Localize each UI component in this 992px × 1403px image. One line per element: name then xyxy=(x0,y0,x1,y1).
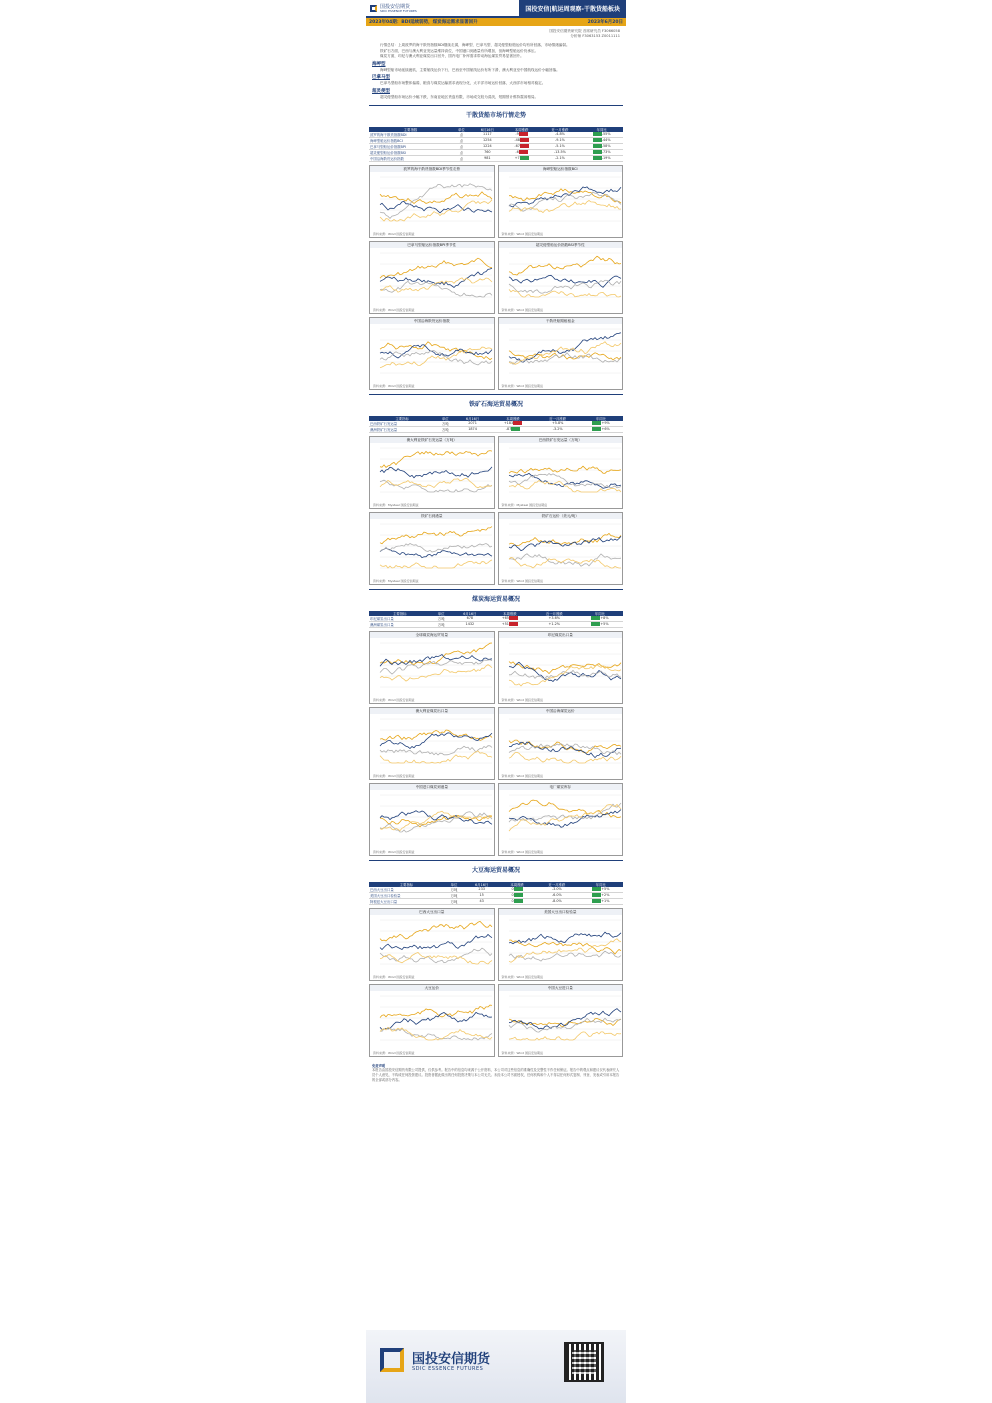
chart-plot xyxy=(372,249,494,303)
monthly-change: -9.1% xyxy=(539,137,580,143)
chart-plot xyxy=(372,520,494,574)
change-bar xyxy=(519,132,528,136)
chart-grid xyxy=(369,631,623,856)
monthly-change: -6.0% xyxy=(535,892,579,898)
series-line xyxy=(380,730,492,740)
indicator-value: 233 xyxy=(464,887,499,893)
yoy-value: +9% xyxy=(601,421,610,426)
indicator-value: 1117 xyxy=(471,132,504,138)
chart-title: 全球煤炭海运贸易量 xyxy=(370,632,494,638)
chart-plot xyxy=(501,715,623,769)
series-line xyxy=(509,557,621,568)
author-line-2: 分析师 F3063153 Z0011111 xyxy=(570,34,620,38)
indicator-name: 巴西大豆出口量 xyxy=(369,887,444,893)
chart-plot xyxy=(501,639,623,693)
series-line xyxy=(509,809,621,827)
series-line xyxy=(380,344,492,357)
chart-panel xyxy=(498,984,624,1057)
indicator-name: 阿根廷大豆出口量 xyxy=(369,898,444,904)
yoy-bar xyxy=(593,150,602,154)
chart-plot xyxy=(501,916,623,970)
change-bar xyxy=(511,427,520,431)
indicator-value: 1254 xyxy=(471,137,504,143)
report-title: 国投安信|航运周观察-干散货船板块 xyxy=(519,0,626,17)
yoy-bar xyxy=(593,144,602,148)
indicator-name: 中国沿海散货运价指数 xyxy=(369,155,452,161)
chart-panel xyxy=(369,165,495,238)
table-row xyxy=(369,155,623,161)
series-line xyxy=(380,559,492,567)
chart-source: 资料来源：Wind 国投安信期货 xyxy=(373,849,415,854)
chart-source: 资料来源：Wind 国投安信期货 xyxy=(501,849,543,854)
chart-title: 电厂煤炭库存 xyxy=(499,784,623,790)
block xyxy=(366,589,626,856)
chart-grid xyxy=(369,908,623,1057)
indicator-value: 678 xyxy=(452,616,489,622)
block-title: 干散货船市场行情走势 xyxy=(462,112,530,119)
qr-code-icon[interactable] xyxy=(564,1342,604,1382)
series-line xyxy=(380,466,492,477)
chart-panel xyxy=(369,984,495,1057)
series-line xyxy=(380,478,492,488)
report-date: 2023年6月20日 xyxy=(587,20,623,25)
subtitle-bar xyxy=(366,18,626,26)
disclaimer-title: 免责声明 xyxy=(372,1063,386,1068)
chart-panel xyxy=(369,783,495,856)
chart-source: 资料来源：Wind 国投安信期货 xyxy=(501,697,543,702)
yoy-bar xyxy=(591,622,600,626)
column-header: 单位 xyxy=(435,416,455,421)
chart-plot xyxy=(501,173,623,227)
series-line xyxy=(509,332,621,362)
chart-panel xyxy=(498,165,624,238)
monthly-change: -5.1% xyxy=(539,143,580,149)
series-line xyxy=(380,199,492,220)
column-header: 年同比 xyxy=(580,127,623,132)
report-page xyxy=(366,0,626,1403)
report-header xyxy=(366,0,626,18)
series-line xyxy=(509,752,621,763)
weekly-change-cell xyxy=(499,898,535,904)
chart-source: 资料来源：Wind 国投安信期货 xyxy=(501,974,543,979)
series-line xyxy=(380,201,492,212)
chart-plot xyxy=(372,791,494,845)
yoy-value: +5% xyxy=(601,887,610,892)
column-header: 本周涨跌 xyxy=(504,127,540,132)
weekly-change: +51 xyxy=(501,622,509,627)
indicator-value: 43 xyxy=(464,898,499,904)
chart-plot xyxy=(372,173,494,227)
change-bar xyxy=(520,156,529,160)
series-line xyxy=(380,745,492,754)
column-header: 主要指标 xyxy=(369,882,444,887)
series-line xyxy=(380,281,492,297)
yoy-bar xyxy=(591,616,600,620)
authors xyxy=(366,26,626,39)
table-row xyxy=(369,621,623,627)
chart-panel xyxy=(369,241,495,314)
block-title-divider xyxy=(369,105,623,125)
indicator-unit: 万吨 xyxy=(444,892,464,898)
weekly-change: -67 xyxy=(514,144,520,149)
yoy-value: -55% xyxy=(601,132,611,137)
chart-plot xyxy=(501,520,623,574)
chart-source: 资料来源：Wind 国投安信期货 xyxy=(373,307,415,312)
chart-source: 资料来源：Wind 国投安信期货 xyxy=(501,1050,543,1055)
column-header: 单位 xyxy=(431,611,452,616)
indicator-value: 1874 xyxy=(455,426,490,432)
chart-panel xyxy=(498,241,624,314)
indicator-name: 海岬型船运价指数BCI xyxy=(369,137,452,143)
chart-panel xyxy=(498,512,624,585)
series-line xyxy=(380,543,492,552)
chart-title: 中国大豆进口量 xyxy=(499,985,623,991)
chart-plot xyxy=(372,992,494,1046)
chart-title: 巴西大豆出口量 xyxy=(370,909,494,915)
chart-plot xyxy=(372,639,494,693)
yoy-value: +8% xyxy=(600,616,609,621)
indicator-table xyxy=(369,127,623,162)
weekly-change: +183 xyxy=(503,421,514,426)
column-header: 年同比 xyxy=(577,611,623,616)
column-header: 主要指数 xyxy=(369,127,452,132)
block xyxy=(366,860,626,1057)
indicator-unit: 万吨 xyxy=(435,421,455,427)
chart-plot xyxy=(501,992,623,1046)
block-title-divider xyxy=(369,394,623,414)
weekly-change: -6 xyxy=(515,150,519,155)
column-header: 本周涨跌 xyxy=(490,416,536,421)
series-line xyxy=(380,191,492,203)
series-line xyxy=(509,536,621,550)
chart-title: 中国沿海煤炭运价 xyxy=(499,708,623,714)
indicator-unit: 点 xyxy=(452,132,471,138)
chart-panel xyxy=(369,631,495,704)
column-header: 6月16日 xyxy=(452,611,489,616)
indicator-unit: 点 xyxy=(452,137,471,143)
indicator-name: 超灵便型船运价指数BSI xyxy=(369,149,452,155)
indicator-value: 15 xyxy=(464,892,499,898)
logo-en: SDIC ESSENCE FUTURES xyxy=(380,8,417,13)
series-line xyxy=(380,664,492,681)
weekly-change: 0 xyxy=(511,893,514,898)
yoy-value: +2% xyxy=(601,893,610,898)
yoy-value: +5% xyxy=(600,622,609,627)
chart-title: 海岬型船运价指数BCI xyxy=(499,166,623,172)
weekly-change: +7 xyxy=(514,156,520,161)
column-header: 6月16日 xyxy=(455,416,490,421)
change-bar xyxy=(519,150,528,154)
column-header: 近一月涨跌 xyxy=(535,882,579,887)
chart-panel xyxy=(498,317,624,390)
weekly-change: 0 xyxy=(511,899,514,904)
chart-source: 资料来源：Wind 国投安信期货 xyxy=(501,773,543,778)
column-header: 6月16日 xyxy=(471,127,504,132)
column-header: 单位 xyxy=(452,127,471,132)
chart-plot xyxy=(372,325,494,379)
column-header: 主要指标 xyxy=(369,416,435,421)
change-bar xyxy=(520,138,529,142)
indicator-unit: 万吨 xyxy=(431,616,452,622)
change-bar xyxy=(520,144,529,148)
weekly-change: -9 xyxy=(515,132,519,137)
chart-title: 干散货船期租租金 xyxy=(499,318,623,324)
yoy-cell xyxy=(580,155,623,161)
indicator-name: 澳洲铁矿石发运量 xyxy=(369,426,435,432)
weekly-change: -48 xyxy=(514,138,520,143)
column-header: 单位 xyxy=(444,882,464,887)
series-line xyxy=(509,533,621,545)
footer-en: SDIC ESSENCE FUTURES xyxy=(412,1366,484,1372)
chart-source: 资料来源：Wind 国投安信期货 xyxy=(373,697,415,702)
indicator-unit: 点 xyxy=(452,143,471,149)
column-header: 近一月涨跌 xyxy=(536,416,579,421)
section-title-panamax: 巴拿马型 xyxy=(372,75,390,81)
section-title-supramax: 超灵便型 xyxy=(372,88,390,94)
series-line xyxy=(509,951,621,961)
chart-title: 美国大豆出口检验量 xyxy=(499,909,623,915)
monthly-change: +1.2% xyxy=(532,621,577,627)
chart-panel xyxy=(369,908,495,981)
block-title: 大豆海运贸易概况 xyxy=(468,867,524,874)
monthly-change: -3.2% xyxy=(536,426,579,432)
chart-title: 铁矿石到港量 xyxy=(370,513,494,519)
series-line xyxy=(380,952,492,964)
monthly-change: +3.6% xyxy=(532,616,577,622)
indicator-value: 760 xyxy=(471,149,504,155)
change-bar xyxy=(511,893,523,898)
chart-panel xyxy=(369,436,495,509)
indicator-name: 巴西铁矿石发运量 xyxy=(369,421,435,427)
weekly-change: +65 xyxy=(501,616,509,621)
series-line xyxy=(380,547,492,557)
weekly-change-cell xyxy=(488,621,531,627)
yoy-bar xyxy=(593,156,602,160)
indicator-value: 1224 xyxy=(471,143,504,149)
chart-title: 澳大利亚铁矿石发运量（万吨） xyxy=(370,437,494,443)
weekly-change-cell xyxy=(490,426,536,432)
indicator-unit: 点 xyxy=(452,155,471,161)
chart-panel xyxy=(498,783,624,856)
chart-plot xyxy=(372,444,494,498)
chart-source: 资料来源：Wind 国投安信期货 xyxy=(501,383,543,388)
chart-source: 资料来源：Wind 国投安信期货 xyxy=(373,1050,415,1055)
chart-title: 印尼煤炭出口量 xyxy=(499,632,623,638)
series-line xyxy=(509,466,621,473)
weekly-change: -87 xyxy=(505,427,512,432)
chart-panel xyxy=(369,317,495,390)
chart-panel xyxy=(369,512,495,585)
yoy-value: -58% xyxy=(601,144,611,149)
block xyxy=(366,105,626,390)
summary-para-3: 煤炭方面，印尼与澳大利亚煤炭出口回升，国内电厂补库需求带动海运煤炭贸易显著回升。 xyxy=(380,54,524,59)
indicator-name: 澳洲煤炭出口量 xyxy=(369,621,431,627)
table-row xyxy=(369,898,623,904)
chart-plot xyxy=(501,444,623,498)
chart-title: 铁矿石运价（美元/吨） xyxy=(499,513,623,519)
series-line xyxy=(380,659,492,673)
chart-title: 中国沿海散货运价指数 xyxy=(370,318,494,324)
monthly-change: -13.5% xyxy=(539,149,580,155)
logo-icon xyxy=(370,5,377,12)
yoy-value: -44% xyxy=(601,138,611,143)
disclaimer-text: 本报告由国投安信期货有限公司提供，仅供参考。报告中的信息均来源于公开资料，本公司对这些信息的准确性及完整性不作任何保证。报告中的观点和建议仅代表研究人员个人意见，不构成任何投资建议。投资者据此做出的任何投资决策与本公司无关。未经本公司书面授权，任何机构和个人不得以任何形式复制、刊登、发表或引用本报告的全部或部分内容。 xyxy=(372,1068,620,1082)
column-header: 近一月涨跌 xyxy=(539,127,580,132)
indicator-unit: 万吨 xyxy=(431,621,452,627)
logo-name: 国投安信期货 xyxy=(380,3,411,10)
column-header: 近一月涨跌 xyxy=(532,611,577,616)
indicator-name: 印尼煤炭出口量 xyxy=(369,616,431,622)
footer xyxy=(366,1330,626,1403)
chart-title: 巴拿马型船运价指数BPI季节性 xyxy=(370,242,494,248)
chart-source: 资料来源：Wind 国投安信期货 xyxy=(501,578,543,583)
chart-plot xyxy=(372,715,494,769)
yoy-bar xyxy=(592,887,601,891)
chart-panel xyxy=(498,707,624,780)
monthly-change: +5.8% xyxy=(536,421,579,427)
yoy-value: +1% xyxy=(601,899,610,904)
yoy-value: -73% xyxy=(601,150,611,155)
chart-panel xyxy=(498,908,624,981)
author-line-1: 国投安信期货研究院 首席研究员 F3066058 xyxy=(549,29,620,33)
yoy-bar xyxy=(593,132,602,136)
monthly-change: -4.8% xyxy=(539,132,580,138)
monthly-change: -3.0% xyxy=(535,887,579,893)
chart-title: 澳大利亚煤炭出口量 xyxy=(370,708,494,714)
chart-source: 资料来源：Wind 国投安信期货 xyxy=(373,974,415,979)
footer-name: 国投安信期货 xyxy=(412,1352,491,1367)
table-row xyxy=(369,426,623,432)
logo xyxy=(380,4,417,13)
chart-grid xyxy=(369,436,623,585)
indicator-name: 波罗的海干散货指数BDI xyxy=(369,132,452,138)
indicator-name: 美国大豆出口检验量 xyxy=(369,892,444,898)
weekly-change-cell xyxy=(504,155,540,161)
chart-plot xyxy=(501,249,623,303)
disclaimer xyxy=(366,1060,626,1083)
section-title-capesize: 海岬型 xyxy=(372,61,386,67)
monthly-change: -8.0% xyxy=(535,898,579,904)
footer-logo-icon xyxy=(380,1348,404,1372)
indicator-unit: 点 xyxy=(452,149,471,155)
yoy-cell xyxy=(579,426,623,432)
indicator-table xyxy=(369,416,623,433)
column-header: 主要指标 xyxy=(369,611,431,616)
yoy-cell xyxy=(577,621,623,627)
column-header: 本周涨跌 xyxy=(499,882,535,887)
indicator-value: 1432 xyxy=(452,621,489,627)
indicator-unit: 万吨 xyxy=(444,887,464,893)
chart-source: 资料来源：Wind 国投安信期货 xyxy=(373,773,415,778)
section-text-panamax: 巴拿马型船市场整体偏弱，粮食与煤炭运输需求表现分化，太平洋市场运价回落，大西洋市场相对稳定。 xyxy=(380,81,546,86)
chart-plot xyxy=(501,791,623,845)
yoy-value: -19% xyxy=(601,156,611,161)
chart-source: 资料来源：Wind 国投安信期货 xyxy=(501,231,543,236)
chart-title: 巴西铁矿石发运量（万吨） xyxy=(499,437,623,443)
block xyxy=(366,394,626,585)
chart-source: 资料来源：Mysteel 国投安信期货 xyxy=(501,502,548,507)
series-line xyxy=(509,280,621,293)
change-bar xyxy=(513,421,522,425)
indicator-unit: 万吨 xyxy=(435,426,455,432)
indicator-name: 巴拿马型船运价指数BPI xyxy=(369,143,452,149)
chart-panel xyxy=(498,436,624,509)
series-line xyxy=(380,732,492,748)
weekly-change: 0 xyxy=(511,887,514,892)
column-header: 6月16日 xyxy=(464,882,499,887)
chart-title: 超灵便型船运价指数BSI季节性 xyxy=(499,242,623,248)
yoy-bar xyxy=(592,899,601,903)
block-title-divider xyxy=(369,589,623,609)
block-title: 煤炭海运贸易概况 xyxy=(468,596,524,603)
change-bar xyxy=(511,899,523,904)
indicator-table xyxy=(369,611,623,628)
series-line xyxy=(380,268,492,287)
yoy-cell xyxy=(579,898,623,904)
column-header: 年同比 xyxy=(579,882,623,887)
indicator-value: 2071 xyxy=(455,421,490,427)
block-title-divider xyxy=(369,860,623,880)
indicator-unit: 万吨 xyxy=(444,898,464,904)
chart-source: 资料来源：Wind 国投安信期货 xyxy=(373,231,415,236)
chart-panel xyxy=(498,631,624,704)
chart-source: 资料来源：Mysteel 国投安信期货 xyxy=(373,502,419,507)
indicator-value: 981 xyxy=(471,155,504,161)
change-bar xyxy=(509,622,518,626)
indicator-table xyxy=(369,882,623,905)
summary-para-2: 铁矿石方面，巴西与澳大利亚发运量维持高位，中国港口到港量有所增加，但海岬型船运价仍承压。 xyxy=(380,48,539,53)
monthly-change: -2.1% xyxy=(539,155,580,161)
chart-source: 资料来源：Wind 国投安信期货 xyxy=(373,383,415,388)
data-blocks xyxy=(366,105,626,1057)
section-text-capesize: 海岬型船市场延续疲软，主要航线运价下行，巴西至中国航线运价有所下滑，澳大利亚至中国航线运价小幅回落。 xyxy=(380,67,560,72)
change-bar xyxy=(509,616,518,620)
change-bar xyxy=(511,887,523,892)
chart-title: 中国进口煤炭到港量 xyxy=(370,784,494,790)
chart-source: 资料来源：Mysteel 国投安信期货 xyxy=(373,578,419,583)
block-title: 铁矿石海运贸易概况 xyxy=(465,401,527,408)
chart-plot xyxy=(501,325,623,379)
yoy-bar xyxy=(592,893,601,897)
chart-source: 资料来源：Wind 国投安信期货 xyxy=(501,307,543,312)
subtitle-left: 2023年04期：BDI延续弱势，煤炭海运需求显著回升 xyxy=(369,20,478,25)
chart-title: 波罗的海干散货指数BDI季节性走势 xyxy=(370,166,494,172)
yoy-value: +6% xyxy=(601,427,610,432)
summary-para-1: 行情总结：上周波罗的海干散货指数BDI继续走弱，海岬型、巴拿马型、超灵便型船舶运价均有所回落，市场情绪偏弱。 xyxy=(380,43,570,47)
chart-title: 大豆运价 xyxy=(370,985,494,991)
chart-panel xyxy=(369,707,495,780)
series-line xyxy=(509,256,621,275)
yoy-bar xyxy=(593,138,602,142)
chart-plot xyxy=(372,916,494,970)
series-line xyxy=(380,643,492,665)
chart-grid xyxy=(369,165,623,390)
column-header: 本周涨跌 xyxy=(488,611,531,616)
section-text-supramax: 超灵便型船市场运价小幅下跌，东南亚地区货盘有限，市场成交较为清淡，短期预计维持震荡格局。 xyxy=(380,94,539,99)
series-line xyxy=(509,1031,621,1039)
column-header: 年同比 xyxy=(579,416,623,421)
series-line xyxy=(509,740,621,753)
